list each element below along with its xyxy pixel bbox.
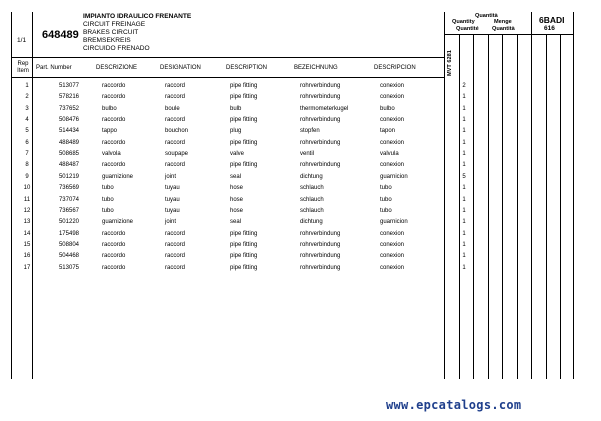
cell-part-number: 513075 xyxy=(58,264,79,271)
cell-part-number: 488487 xyxy=(58,162,79,169)
cell-bezeichnung: dichtung xyxy=(300,173,323,180)
cell-designation: raccord xyxy=(165,241,186,248)
left-border xyxy=(11,12,12,379)
cell-part-number: 514434 xyxy=(58,128,79,135)
table-row xyxy=(12,253,466,262)
table-row xyxy=(12,162,466,171)
cell-quantity: 1 xyxy=(462,230,466,237)
qty-label-fr: Quantité xyxy=(456,26,479,32)
cell-quantity: 1 xyxy=(462,219,466,226)
cell-descrizione: guarnizione xyxy=(102,219,134,226)
watermark-url: www.epcatalogs.com xyxy=(386,398,522,412)
cell-quantity: 1 xyxy=(462,196,466,203)
cell-rep: 11 xyxy=(23,196,31,203)
cell-description: hose xyxy=(230,185,244,192)
cell-descrizione: raccordo xyxy=(102,94,126,101)
cell-designation: joint xyxy=(165,219,177,226)
table-row xyxy=(12,117,466,126)
qty-col-divider-4 xyxy=(502,34,503,379)
cell-part-number: 508804 xyxy=(58,241,79,248)
cell-descripcion: tubo xyxy=(380,185,392,192)
qty-col-divider-3 xyxy=(488,34,489,379)
cell-designation: boule xyxy=(165,105,180,112)
cell-bezeichnung: thermometerkugel xyxy=(300,105,349,112)
cell-description: pipe fitting xyxy=(230,139,258,146)
cell-designation: raccord xyxy=(165,162,186,169)
sheet-number: 1/1 xyxy=(17,37,27,44)
cell-description: seal xyxy=(230,173,242,180)
cell-description: bulb xyxy=(230,105,242,112)
title-de: BREMSEKREIS xyxy=(83,37,131,44)
cell-bezeichnung: rohrverbindung xyxy=(300,83,341,89)
qty-col-divider-2 xyxy=(473,34,474,379)
cell-descripcion: bulbo xyxy=(380,105,395,112)
cell-description: pipe fitting xyxy=(230,241,258,248)
cell-part-number: 737074 xyxy=(58,196,79,203)
cell-rep: 10 xyxy=(23,185,31,192)
title-es: CIRCUIDO FRENADO xyxy=(83,45,150,52)
cell-part-number: 175498 xyxy=(58,230,79,237)
table-row xyxy=(12,94,466,103)
cell-descripcion: conexion xyxy=(380,230,405,237)
cell-descrizione: raccordo xyxy=(102,264,126,271)
table-code: 648489 xyxy=(42,29,79,41)
table-row xyxy=(12,185,466,194)
cell-part-number: 508685 xyxy=(58,151,79,158)
cell-quantity: 1 xyxy=(462,139,466,146)
cell-quantity: 1 xyxy=(462,94,466,101)
cell-descrizione: raccordo xyxy=(102,117,126,124)
title-en: BRAKES CIRCUIT xyxy=(83,29,139,36)
cell-bezeichnung: rohrverbindung xyxy=(300,253,341,260)
cell-bezeichnung: rohrverbindung xyxy=(300,241,341,248)
cell-descripcion: guarnicion xyxy=(380,173,408,180)
cell-description: pipe fitting xyxy=(230,264,258,271)
cell-descrizione: raccordo xyxy=(102,139,126,146)
cell-designation: joint xyxy=(165,173,177,180)
table-row xyxy=(12,264,466,274)
table-row xyxy=(12,219,466,228)
cell-designation: tuyau xyxy=(165,196,180,203)
cell-part-number: 736569 xyxy=(58,185,79,192)
cell-part-number: 508476 xyxy=(58,117,79,124)
cell-descrizione: valvola xyxy=(102,151,121,158)
col-header-bezeichnung: BEZEICHNUNG xyxy=(294,65,338,71)
cell-rep: 12 xyxy=(23,207,31,214)
cell-rep: 17 xyxy=(23,264,31,271)
title-it: IMPIANTO IDRAULICO FRENANTE xyxy=(83,13,192,20)
cell-descripcion: tubo xyxy=(380,196,392,203)
cell-descripcion: tubo xyxy=(380,207,392,214)
cell-designation: raccord xyxy=(165,117,186,124)
cell-bezeichnung: rohrverbindung xyxy=(300,264,341,271)
cell-part-number: 513077 xyxy=(58,83,79,89)
cell-bezeichnung: schlauch xyxy=(300,185,324,192)
cell-designation: raccord xyxy=(165,253,186,260)
table-row xyxy=(12,207,466,217)
table-row xyxy=(12,105,466,115)
cell-bezeichnung: dichtung xyxy=(300,219,323,226)
column-header-divider xyxy=(11,77,444,78)
cell-descrizione: raccordo xyxy=(102,83,126,89)
cell-quantity: 1 xyxy=(462,151,466,158)
cell-quantity: 1 xyxy=(462,128,466,135)
col-header-rep-item: Rep Item xyxy=(17,61,29,74)
cell-rep: 1 xyxy=(25,83,29,89)
cell-descrizione: raccordo xyxy=(102,253,126,260)
cell-rep: 7 xyxy=(25,151,29,158)
col-header-descrizione: DESCRIZIONE xyxy=(96,65,138,71)
table-row xyxy=(12,196,466,206)
cell-descrizione: tubo xyxy=(102,185,114,192)
cell-quantity: 1 xyxy=(462,241,466,248)
cell-descrizione: raccordo xyxy=(102,162,126,169)
col-header-description: DESCRIPTION xyxy=(226,65,268,71)
cell-description: pipe fitting xyxy=(230,253,258,260)
model-code: 6BADI xyxy=(539,15,565,25)
cell-descrizione: bulbo xyxy=(102,105,117,112)
cell-designation: tuyau xyxy=(165,207,180,214)
model-subcode: 616 xyxy=(544,25,555,32)
cell-descripcion: conexion xyxy=(380,94,405,101)
cell-bezeichnung: stopfen xyxy=(300,128,320,135)
cell-descripcion: conexion xyxy=(380,139,405,146)
cell-quantity: 1 xyxy=(462,264,466,271)
cell-bezeichnung: rohrverbindung xyxy=(300,162,341,169)
cell-descripcion: conexion xyxy=(380,264,405,271)
col-header-descripcion: DESCRIPCION xyxy=(374,65,416,71)
cell-description: plug xyxy=(230,128,242,135)
cell-rep: 15 xyxy=(23,241,31,248)
cell-description: pipe fitting xyxy=(230,94,258,101)
cell-descripcion: conexion xyxy=(380,241,405,248)
right-border xyxy=(573,12,574,379)
cell-quantity: 1 xyxy=(462,105,466,112)
cell-rep: 5 xyxy=(25,128,29,135)
qty-col-divider-5 xyxy=(517,34,518,379)
table-row xyxy=(12,151,466,160)
cell-descrizione: raccordo xyxy=(102,230,126,237)
cell-designation: raccord xyxy=(165,139,186,146)
qty-col-divider-7 xyxy=(560,34,561,379)
cell-bezeichnung: rohrverbindung xyxy=(300,94,341,101)
cell-descrizione: raccordo xyxy=(102,241,126,248)
qty-header-divider xyxy=(444,34,574,35)
table-row xyxy=(12,241,466,251)
cell-rep: 16 xyxy=(23,253,31,260)
cell-designation: raccord xyxy=(165,230,186,237)
cell-rep: 6 xyxy=(25,139,29,146)
cell-quantity: 2 xyxy=(462,83,466,89)
col-header-part-number: Part. Number xyxy=(36,65,72,71)
cell-quantity: 1 xyxy=(462,185,466,192)
cell-designation: raccord xyxy=(165,83,186,89)
cell-bezeichnung: rohrverbindung xyxy=(300,117,341,124)
cell-descripcion: tapon xyxy=(380,128,396,135)
cell-bezeichnung: schlauch xyxy=(300,207,324,214)
cell-part-number: 501220 xyxy=(58,219,79,226)
cell-description: hose xyxy=(230,196,244,203)
cell-description: pipe fitting xyxy=(230,83,258,89)
cell-designation: raccord xyxy=(165,94,186,101)
cell-bezeichnung: rohrverbindung xyxy=(300,139,341,146)
cell-designation: soupape xyxy=(165,151,189,158)
cell-quantity: 1 xyxy=(462,253,466,260)
cell-descrizione: guarnizione xyxy=(102,173,134,180)
cell-part-number: 504468 xyxy=(58,253,79,260)
cell-rep: 3 xyxy=(25,105,29,112)
cell-bezeichnung: rohrverbindung xyxy=(300,230,341,237)
table-row xyxy=(12,83,466,92)
cell-description: pipe fitting xyxy=(230,162,258,169)
cell-rep: 2 xyxy=(25,94,29,101)
cell-designation: raccord xyxy=(165,264,186,271)
cell-quantity: 1 xyxy=(462,117,466,124)
cell-part-number: 737652 xyxy=(58,105,79,112)
cell-rep: 14 xyxy=(23,230,31,237)
cell-part-number: 578216 xyxy=(58,94,79,101)
qty-col-divider-6 xyxy=(546,34,547,379)
cell-rep: 9 xyxy=(25,173,29,180)
cell-descrizione: tappo xyxy=(102,128,118,135)
cell-quantity: 1 xyxy=(462,207,466,214)
cell-part-number: 501219 xyxy=(58,173,79,180)
cell-description: hose xyxy=(230,207,244,214)
table-row xyxy=(12,230,466,240)
cell-quantity: 5 xyxy=(462,173,466,180)
cell-bezeichnung: ventil xyxy=(300,151,315,158)
header-divider xyxy=(11,57,444,58)
qty-block-right-divider xyxy=(531,12,532,379)
qty-label-en: Quantity xyxy=(452,19,475,25)
cell-descripcion: valvula xyxy=(380,151,399,158)
qty-label-it-bottom: Quantità xyxy=(492,26,515,32)
cell-description: seal xyxy=(230,219,242,226)
qty-block-left-border xyxy=(444,12,445,379)
table-row xyxy=(12,128,466,137)
variant-column-label: MVT 6281 xyxy=(447,50,453,76)
cell-part-number: 736567 xyxy=(58,207,79,214)
cell-part-number: 488489 xyxy=(58,139,79,146)
table-row xyxy=(12,139,466,149)
cell-quantity: 1 xyxy=(462,162,466,169)
col-header-designation: DESIGNATION xyxy=(160,65,201,71)
cell-descripcion: guarnicion xyxy=(380,219,408,226)
qty-label-de: Menge xyxy=(494,19,512,25)
cell-designation: tuyau xyxy=(165,185,180,192)
cell-descripcion: conexion xyxy=(380,117,405,124)
cell-descrizione: tubo xyxy=(102,196,114,203)
cell-descripcion: conexion xyxy=(380,253,405,260)
cell-descripcion: conexion xyxy=(380,83,405,89)
cell-description: pipe fitting xyxy=(230,230,258,237)
cell-designation: bouchon xyxy=(165,128,189,135)
qty-label-it-top: Quantità xyxy=(475,13,498,19)
cell-description: valve xyxy=(230,151,245,158)
title-fr: CIRCUIT FREINAGE xyxy=(83,21,146,28)
table-row xyxy=(12,173,466,183)
cell-descrizione: tubo xyxy=(102,207,114,214)
cell-rep: 13 xyxy=(23,219,31,226)
cell-rep: 4 xyxy=(25,117,29,124)
cell-descripcion: conexion xyxy=(380,162,405,169)
cell-bezeichnung: schlauch xyxy=(300,196,324,203)
cell-description: pipe fitting xyxy=(230,117,258,124)
cell-rep: 8 xyxy=(25,162,29,169)
